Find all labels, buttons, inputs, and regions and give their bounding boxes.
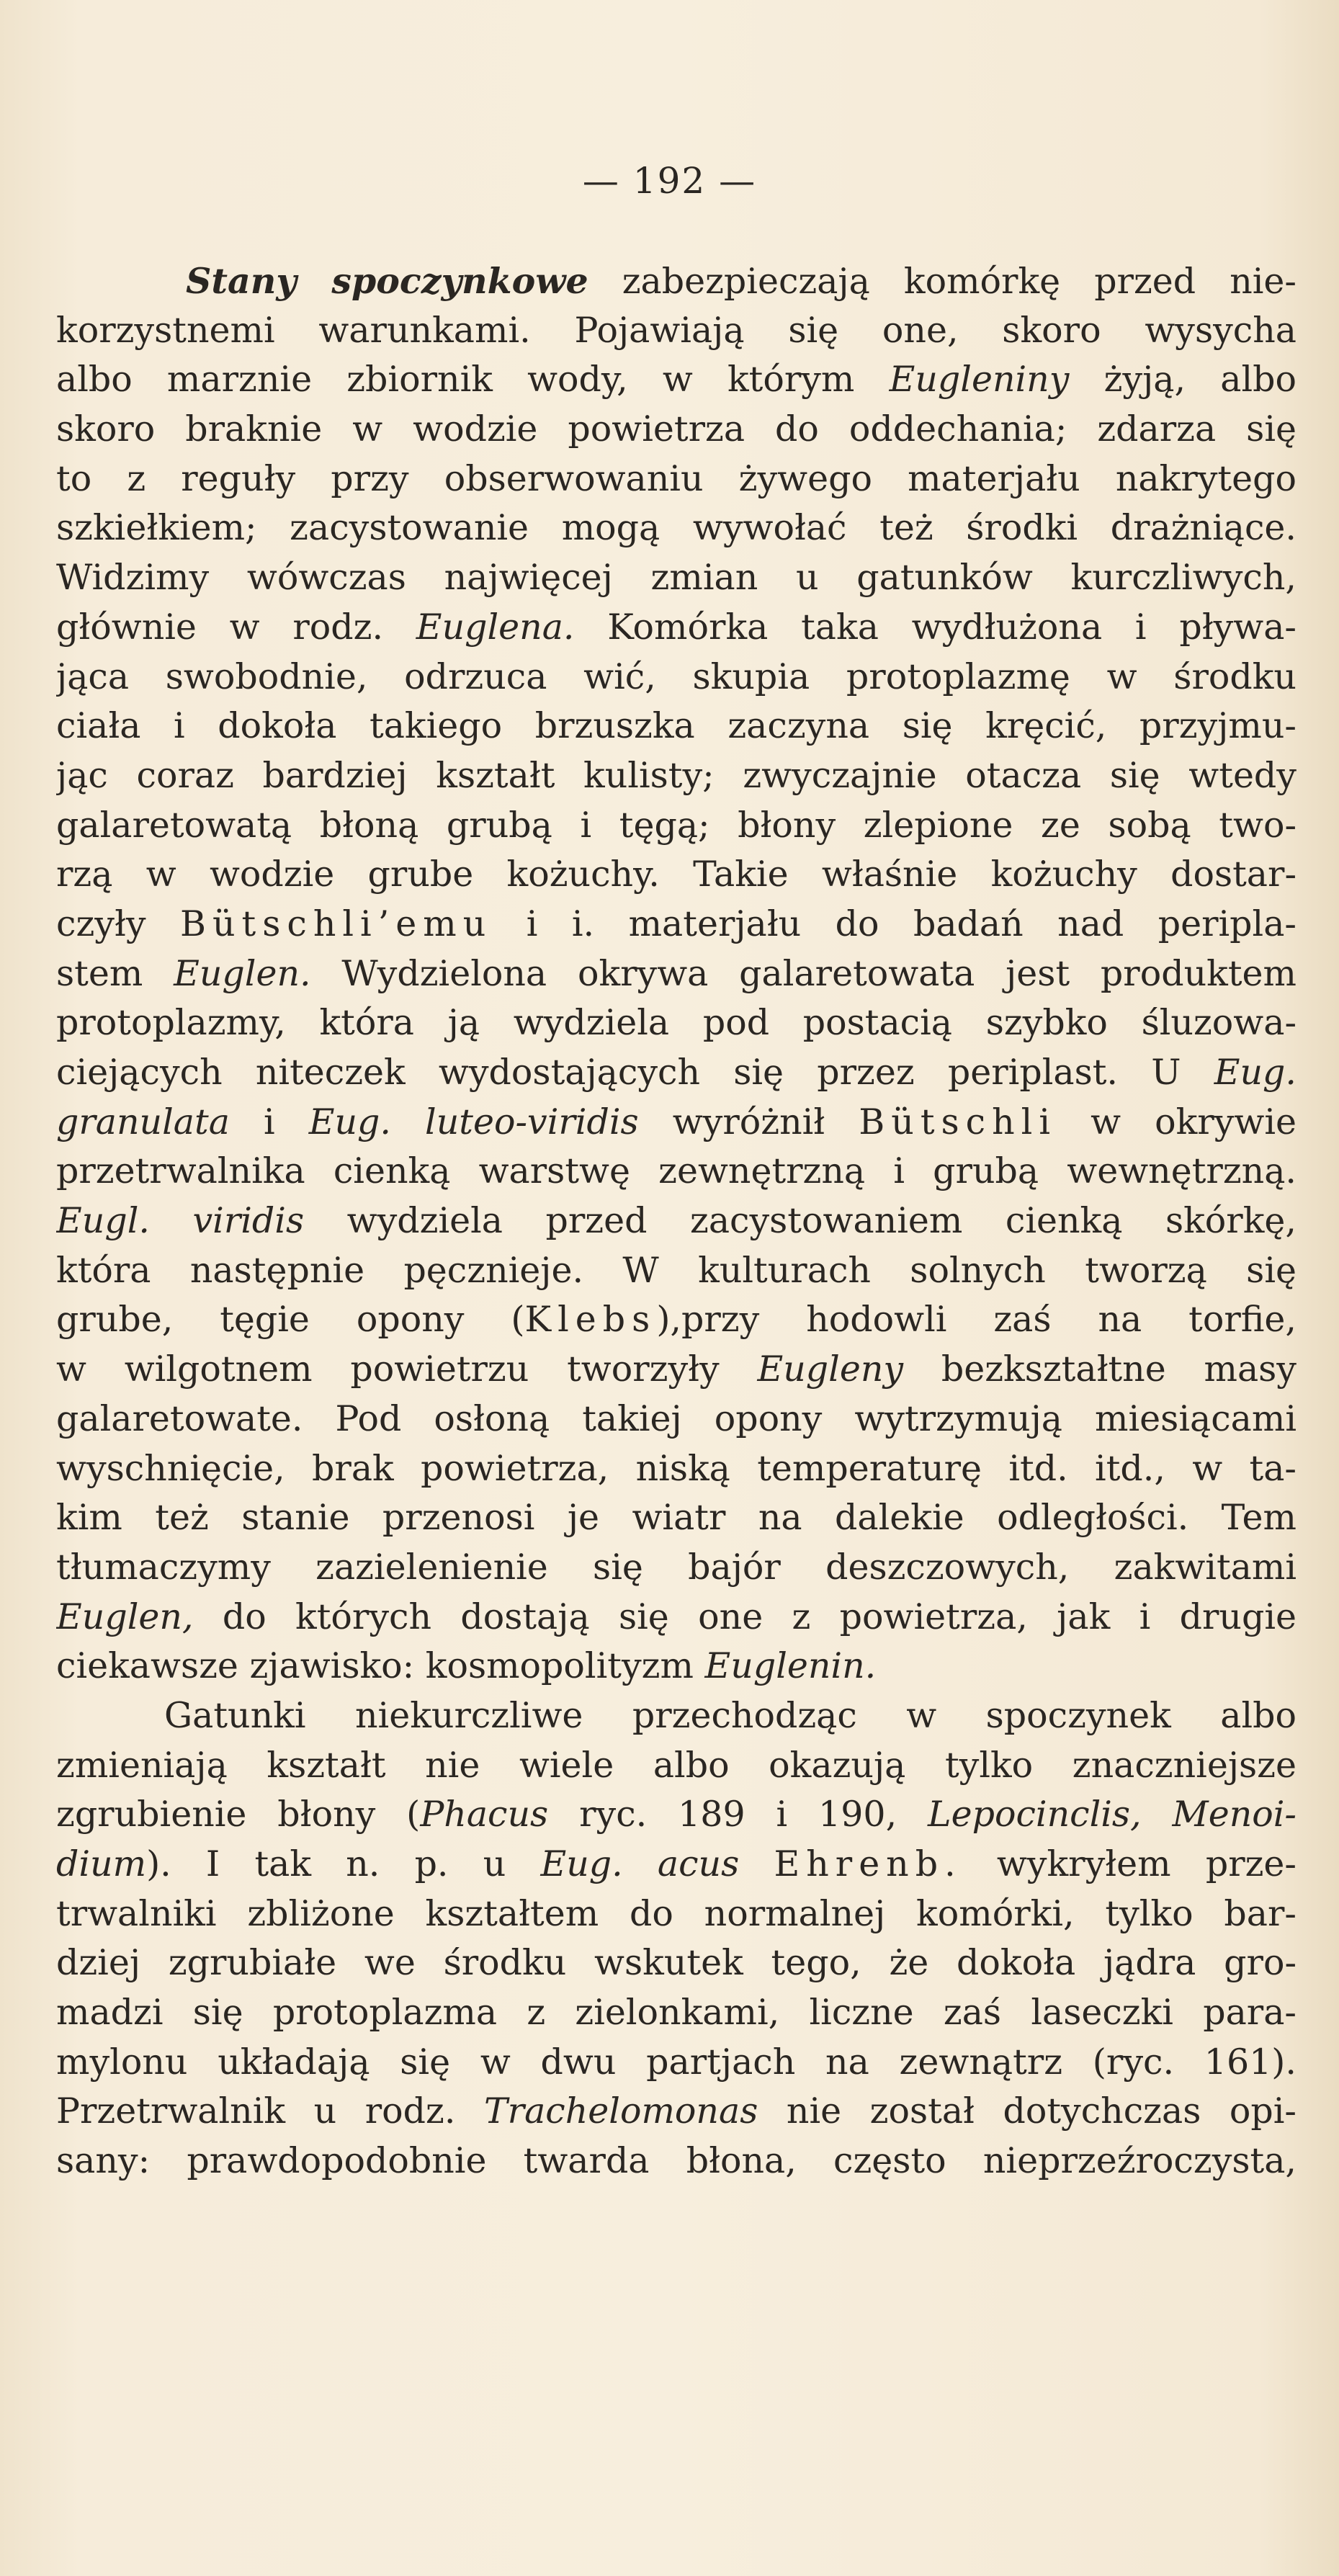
- text-run: w wilgotnem powietrzu tworzyły: [56, 1349, 758, 1390]
- emphasized-text: Eug. acus: [540, 1843, 740, 1884]
- text-line: [56, 1840, 1297, 1889]
- page-number: — 192 —: [582, 160, 757, 202]
- text-run: w okrywie: [1057, 1101, 1297, 1142]
- text-line: [56, 653, 1297, 702]
- text-run: zgrubienie błony (: [56, 1794, 421, 1835]
- text-run: i i. materjału do badań nad peripla-: [492, 903, 1297, 944]
- emphasized-text: Eugleny: [757, 1349, 904, 1390]
- text-run: kim też stanie przenosi je wiatr na dalekie odległości. Tem: [56, 1497, 1297, 1539]
- text-line: [56, 1691, 1297, 1741]
- text-run: bezkształtne masy: [903, 1349, 1297, 1390]
- emphasized-text: Euglen,: [56, 1596, 194, 1637]
- text-run: przetrwalnika cienką warstwę zewnętrzną i grubą wewnętrzną.: [56, 1150, 1297, 1192]
- text-run: ciekawsze zjawisko: kosmopolityzm: [56, 1645, 705, 1687]
- text-run: wykryłem prze-: [962, 1843, 1297, 1884]
- text-line: [56, 1790, 1297, 1840]
- text-run: Gatunki niekurczliwe przechodząc w spoczynek albo: [164, 1694, 1297, 1736]
- text-run: ). I tak n. p. u: [146, 1843, 541, 1884]
- emphasized-text: Eugleniny: [889, 359, 1070, 401]
- text-run: [1142, 1794, 1173, 1835]
- text-line: [56, 1938, 1297, 1988]
- text-run: jąc coraz bardziej kształt kulisty; zwyczajnie otacza się wtedy: [56, 754, 1297, 796]
- text-line: [56, 751, 1297, 801]
- emphasized-text: Euglenin.: [704, 1645, 877, 1687]
- text-run: mylonu układają się w dwu partjach na zewnątrz (ryc. 161).: [56, 2041, 1297, 2083]
- text-line: [56, 504, 1297, 553]
- text-run: ),przy hodowli zaś na torfie,: [656, 1299, 1297, 1341]
- text-line: [56, 1593, 1297, 1642]
- text-run: ciała i dokoła takiego brzuszka zaczyna się kręcić, przyjmu-: [56, 705, 1297, 747]
- text-run: protoplazmy, która ją wydziela pod postacią szybko śluzowa-: [56, 1002, 1297, 1044]
- emphasized-text: Eugl. viridis: [56, 1200, 305, 1242]
- text-line: [56, 1444, 1297, 1494]
- emphasized-text: Trachelomonas: [483, 2090, 758, 2132]
- text-run: stem: [56, 952, 174, 994]
- text-line: [56, 998, 1297, 1048]
- text-line: [56, 1197, 1297, 1246]
- text-line: [56, 355, 1297, 405]
- text-run: skoro braknie w wodzie powietrza do oddechania; zdarza się: [56, 408, 1297, 450]
- text-line: [56, 1246, 1297, 1296]
- text-run: i: [229, 1101, 309, 1142]
- text-run: jąca swobodnie, odrzuca wić, skupia protoplazmę w środku: [56, 656, 1297, 697]
- text-line: [56, 702, 1297, 751]
- text-run: czyły: [56, 903, 180, 944]
- text-run: nie został dotychczas opi-: [758, 2090, 1297, 2132]
- text-line: [56, 306, 1297, 356]
- text-line: [56, 1147, 1297, 1197]
- text-line: [56, 1889, 1297, 1939]
- text-run: Widzimy wówczas najwięcej zmian u gatunków kurczliwych,: [56, 557, 1297, 599]
- emphasized-text: Klebs: [524, 1299, 657, 1341]
- emphasized-text: Euglen.: [174, 952, 311, 994]
- text-run: wyróżnił: [638, 1101, 859, 1142]
- text-run: sany: prawdopodobnie twarda błona, często nieprzeźroczysta,: [56, 2140, 1297, 2182]
- text-run: ryc. 189 i 190,: [548, 1794, 928, 1835]
- paragraph-non-contractile-species: [56, 1691, 1297, 2186]
- text-run: dziej zgrubiałe we środku wskutek tego, że dokoła jądra gro-: [56, 1942, 1297, 1984]
- text-line: [56, 1642, 1297, 1691]
- emphasized-text: Lepocinclis,: [928, 1794, 1142, 1835]
- text-run: żyją, albo: [1069, 359, 1297, 401]
- text-line: [56, 2137, 1297, 2186]
- emphasized-text: dium: [56, 1843, 147, 1884]
- text-line: [56, 850, 1297, 900]
- text-run: trwalniki zbliżone kształtem do normalnej komórki, tylko bar-: [56, 1892, 1297, 1934]
- text-line: [56, 1543, 1297, 1593]
- body-text: [56, 256, 1297, 2186]
- emphasized-text: Euglena.: [416, 606, 575, 648]
- text-line: [56, 1345, 1297, 1395]
- text-run: albo marznie zbiornik wody, w którym: [56, 359, 890, 401]
- emphasized-text: granulata: [56, 1101, 230, 1142]
- text-run: tłumaczymy zazielenienie się bajór deszczowych, zakwitami: [56, 1546, 1297, 1588]
- text-line: [56, 1098, 1297, 1148]
- emphasized-text: Phacus: [420, 1794, 549, 1835]
- text-line: [56, 1295, 1297, 1345]
- emphasized-text: Ehrenb.: [774, 1843, 962, 1884]
- text-line: [56, 405, 1297, 455]
- text-run: Wydzielona okrywa galaretowata jest produktem: [310, 952, 1297, 994]
- emphasized-text: Eug. luteo-viridis: [308, 1101, 639, 1142]
- text-line: [56, 603, 1297, 653]
- text-line: [56, 2087, 1297, 2137]
- text-run: Przetrwalnik u rodz.: [56, 2090, 484, 2132]
- text-line: [56, 949, 1297, 999]
- text-line: [56, 1395, 1297, 1444]
- text-run: zmieniają kształt nie wiele albo okazują tylko znaczniejsze: [56, 1744, 1297, 1786]
- text-line: [56, 256, 1297, 306]
- text-line: [56, 553, 1297, 603]
- text-run: korzystnemi warunkami. Pojawiają się one, skoro wysycha: [56, 309, 1297, 351]
- emphasized-text: Menoi-: [1172, 1794, 1297, 1835]
- text-run: madzi się protoplazma z zielonkami, liczne zaś laseczki para-: [56, 1992, 1297, 2034]
- emphasized-text: Bütschli’emu: [179, 903, 493, 944]
- emphasized-text: Stany spoczynkowe: [186, 260, 588, 302]
- text-line: [56, 455, 1297, 504]
- text-run: zabezpieczają komórkę przed nie-: [588, 261, 1297, 302]
- text-run: ciejących niteczek wydostających się przez periplast. U: [56, 1052, 1214, 1093]
- text-line: [56, 801, 1297, 851]
- text-run: rzą w wodzie grube kożuchy. Takie właśnie kożuchy dostar-: [56, 854, 1297, 895]
- text-run: do których dostają się one z powietrza, jak i drugie: [193, 1596, 1297, 1637]
- text-run: szkiełkiem; zacystowanie mogą wywołać też środki drażniące.: [56, 507, 1297, 549]
- text-run: [739, 1843, 774, 1884]
- text-line: [56, 1493, 1297, 1543]
- text-run: galaretowatą błoną grubą i tęgą; błony zlepione ze sobą two-: [56, 804, 1297, 846]
- text-line: [56, 2038, 1297, 2088]
- text-run: która następnie pęcznieje. W kulturach solnych tworzą się: [56, 1249, 1297, 1291]
- paragraph-resting-stages: [56, 256, 1297, 1691]
- emphasized-text: Eug.: [1214, 1052, 1297, 1093]
- text-run: galaretowate. Pod osłoną takiej opony wytrzymują miesiącami: [56, 1397, 1297, 1439]
- text-run: wydziela przed zacystowaniem cienką skórkę,: [304, 1200, 1297, 1242]
- text-line: [56, 900, 1297, 949]
- text-run: głównie w rodz.: [56, 606, 416, 648]
- text-run: to z reguły przy obserwowaniu żywego materjału nakrytego: [56, 457, 1297, 499]
- text-run: grube, tęgie opony (: [56, 1299, 525, 1341]
- emphasized-text: Bütschli: [859, 1101, 1057, 1142]
- text-line: [56, 1741, 1297, 1791]
- text-run: Komórka taka wydłużona i pływa-: [574, 606, 1297, 648]
- text-line: [56, 1048, 1297, 1098]
- text-line: [56, 1988, 1297, 2038]
- text-run: wyschnięcie, brak powietrza, niską temperaturę itd. itd., w ta-: [56, 1447, 1297, 1489]
